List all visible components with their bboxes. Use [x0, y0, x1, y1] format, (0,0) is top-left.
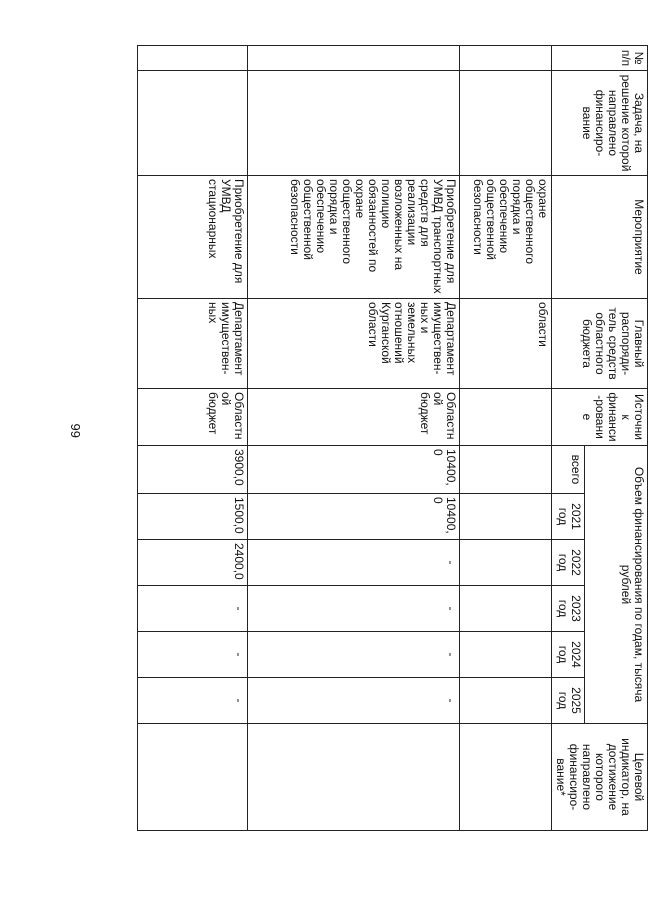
header-source: Источник финанси-рование	[552, 389, 648, 446]
cell-source	[460, 389, 552, 446]
header-measure: Мероприятие	[552, 176, 648, 299]
cell-indicator	[460, 724, 552, 831]
cell-num	[138, 46, 248, 71]
page-number: 66	[68, 423, 83, 438]
cell-total: 3900,0	[138, 446, 248, 494]
cell-2023: -	[248, 586, 460, 632]
cell-2024: -	[248, 632, 460, 678]
cell-2021: 1500,0	[138, 494, 248, 540]
financing-table	[137, 45, 648, 831]
header-2025: 2025 год	[552, 678, 585, 724]
header-task: Задача, на решение которой направлено финансиро-вание	[552, 71, 648, 176]
cell-task	[460, 71, 552, 176]
cell-2022	[460, 540, 552, 586]
header-2024: 2024 год	[552, 632, 585, 678]
header-2022: 2022 год	[552, 540, 585, 586]
cell-2023	[460, 586, 552, 632]
header-total: всего	[552, 446, 585, 494]
table-row	[460, 46, 552, 831]
header-2021: 2021 год	[552, 494, 585, 540]
cell-total: 10400,0	[248, 446, 460, 494]
header-2023: 2023 год	[552, 586, 585, 632]
cell-manager: Департамент имуществен-ных и земельных отношений Курганской области	[248, 299, 460, 389]
table-row	[248, 46, 460, 831]
cell-num	[460, 46, 552, 71]
cell-2025	[460, 678, 552, 724]
cell-task	[138, 71, 248, 176]
cell-2024	[460, 632, 552, 678]
cell-2025: -	[248, 678, 460, 724]
cell-total	[460, 446, 552, 494]
cell-measure: Приобретение для УМВД транспортных средств для реализации возложенных на полицию обязанностей по охране общественного порядка и обеспечению общественной безопасности	[248, 176, 460, 299]
header-indicator: Целевой индикатор, на достижение которого направлено финансиро-вание*	[552, 724, 648, 831]
cell-2025: -	[138, 678, 248, 724]
cell-2023: -	[138, 586, 248, 632]
cell-2021: 10400,0	[248, 494, 460, 540]
cell-indicator	[248, 724, 460, 831]
cell-2022: 2400,0	[138, 540, 248, 586]
cell-2022: -	[248, 540, 460, 586]
cell-2024: -	[138, 632, 248, 678]
header-manager: Главный распоряди-тель средств областного бюджета	[552, 299, 648, 389]
rotated-page	[113, 45, 648, 830]
header-volume: Объем финансирования по годам, тысяча рублей	[585, 446, 648, 724]
cell-manager: Департамент имуществен-ных	[138, 299, 248, 389]
cell-indicator	[138, 724, 248, 831]
cell-num	[248, 46, 460, 71]
table-row	[138, 46, 248, 831]
cell-measure: Приобретение для УМВД стационарных	[138, 176, 248, 299]
cell-2021	[460, 494, 552, 540]
cell-source: Областной бюджет	[138, 389, 248, 446]
header-num: № п/п	[552, 46, 648, 71]
cell-task	[248, 71, 460, 176]
cell-manager: области	[460, 299, 552, 389]
cell-measure: охране общественного порядка и обеспечению общественной безопасности	[460, 176, 552, 299]
cell-source: Областной бюджет	[248, 389, 460, 446]
